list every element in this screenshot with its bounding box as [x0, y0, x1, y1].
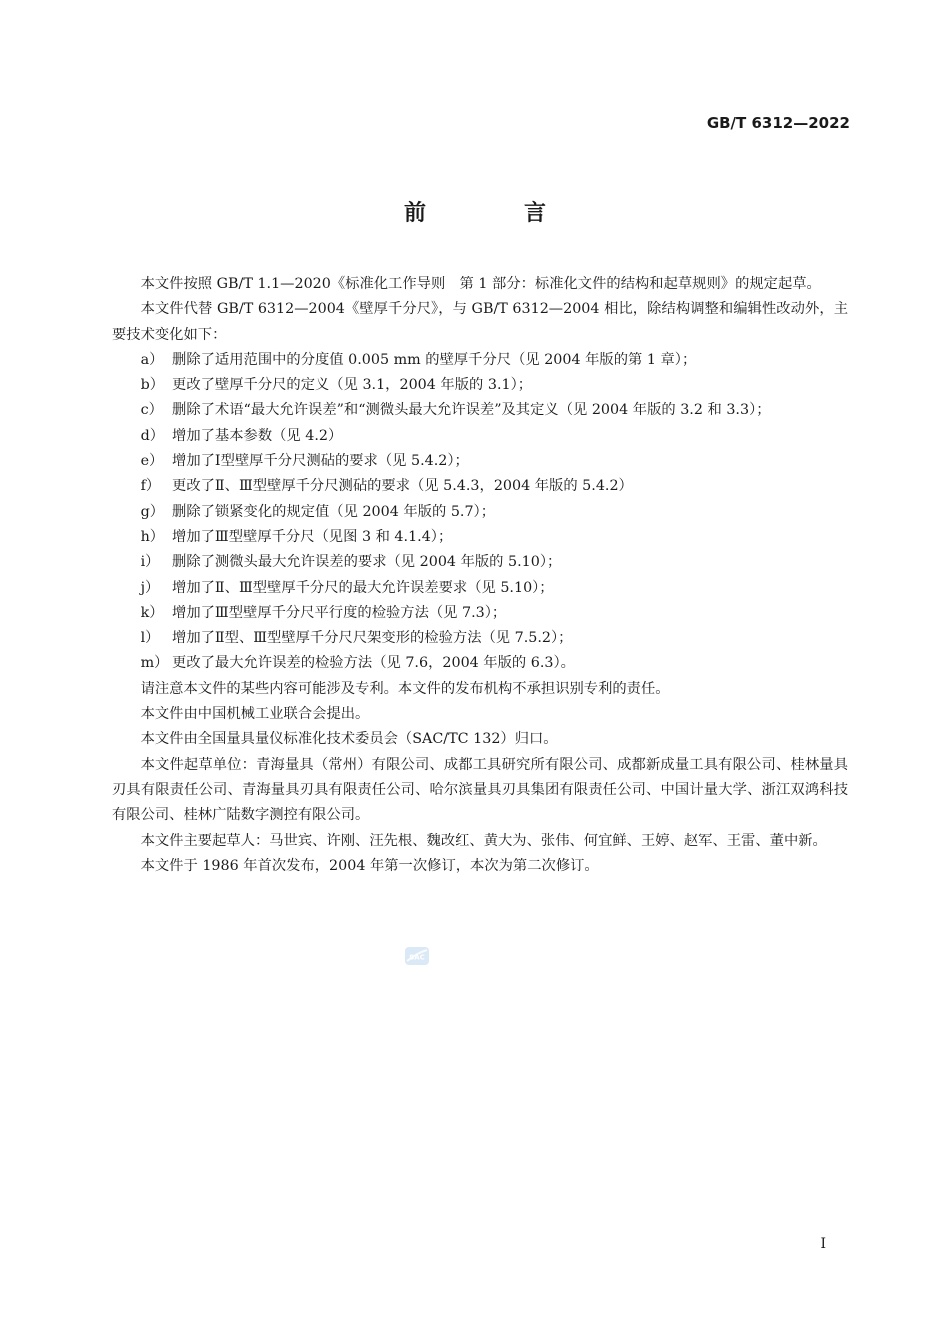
list-item-text: 删除了锁紧变化的规定值（见 2004 年版的 5.7）；	[172, 503, 495, 520]
svg-text:SAC: SAC	[409, 953, 425, 962]
list-item-text: 删除了术语“最大允许误差”和“测微头最大允许误差”及其定义（见 2004 年版的 3.2 和 3.3）；	[172, 402, 771, 419]
list-item	[112, 500, 848, 525]
list-item	[112, 626, 848, 651]
list-item	[112, 398, 848, 423]
paragraph: 本文件按照 GB/T 1.1—2020《标准化工作导则 第 1 部分：标准化文件的结构和起草规则》的规定起草。	[140, 276, 821, 292]
list-marker: j）	[140, 579, 160, 596]
list-item-text: 增加了Ⅲ型壁厚千分尺（见图 3 和 4.1.4）；	[172, 528, 453, 545]
list-item-text: 删除了适用范围中的分度值 0.005 mm 的壁厚千分尺（见 2004 年版的第 1 章）；	[172, 351, 697, 368]
list-item	[112, 449, 848, 474]
list-marker: l）	[140, 630, 160, 647]
list-item-text: 增加了Ⅰ型壁厚千分尺测砧的要求（见 5.4.2）；	[172, 453, 469, 470]
list-marker: c）	[140, 402, 163, 419]
list-item	[112, 348, 848, 373]
standard-number: GB/T 6312—2022	[706, 114, 850, 132]
list-item	[112, 576, 848, 601]
paragraph: 本文件由全国量具量仪标准化技术委员会（SAC/TC 132）归口。	[140, 731, 558, 748]
list-item	[112, 373, 848, 398]
paragraph: 本文件由中国机械工业联合会提出。	[140, 706, 370, 723]
list-marker: h）	[140, 528, 165, 545]
paragraph: 本文件于 1986 年首次发布，2004 年第一次修订，本次为第二次修订。	[140, 857, 599, 874]
list-item	[112, 474, 848, 499]
list-item-text: 删除了测微头最大允许误差的要求（见 2004 年版的 5.10）；	[172, 554, 562, 571]
list-item	[112, 550, 848, 575]
list-item-text: 更改了最大允许误差的检验方法（见 7.6，2004 年版的 6.3）。	[172, 655, 575, 672]
list-marker: i）	[140, 554, 160, 571]
list-marker: g）	[140, 503, 165, 520]
list-marker: b）	[140, 377, 165, 394]
list-item	[112, 601, 848, 626]
paragraph: 本文件起草单位：青海量具（常州）有限公司、成都工具研究所有限公司、成都新成量工具有限公司、桂林量具刃具有限责任公司、青海量具刃具有限责任公司、哈尔滨量具刃具集团有限责任公司、中国计量大学、浙江双鸿科技有限公司、桂林广陆数字测控有限公司。	[112, 756, 848, 824]
foreword-body	[112, 272, 848, 879]
list-marker: k）	[140, 604, 164, 621]
list-item-text: 增加了基本参数（见 4.2）	[172, 427, 343, 444]
list-item-text: 增加了Ⅲ型壁厚千分尺平行度的检验方法（见 7.3）；	[172, 604, 507, 621]
list-marker: e）	[140, 453, 164, 470]
list-item-text: 增加了Ⅱ、Ⅲ型壁厚千分尺的最大允许误差要求（见 5.10）；	[172, 579, 554, 596]
list-item	[112, 525, 848, 550]
page-title: 前 言	[403, 201, 584, 226]
paragraph: 本文件主要起草人：马世宾、许刚、汪先根、魏改红、黄大为、张伟、何宜鲜、王婷、赵军、王雷、董中新。	[140, 832, 827, 849]
list-item	[112, 424, 848, 449]
paragraph: 本文件代替 GB/T 6312—2004《壁厚千分尺》，与 GB/T 6312—2004 相比，除结构调整和编辑性改动外，主要技术变化如下：	[112, 301, 848, 343]
list-marker: d）	[140, 427, 165, 444]
list-marker: a）	[140, 351, 164, 368]
page-number: Ⅰ	[820, 1236, 826, 1252]
list-marker: f）	[140, 478, 161, 495]
list-item-text: 更改了Ⅱ、Ⅲ型壁厚千分尺测砧的要求（见 5.4.3，2004 年版的 5.4.2）	[172, 478, 633, 495]
paragraph: 请注意本文件的某些内容可能涉及专利。本文件的发布机构不承担识别专利的责任。	[140, 680, 670, 697]
list-item-text: 更改了壁厚千分尺的定义（见 3.1，2004 年版的 3.1）；	[172, 377, 533, 394]
list-marker: m）	[140, 655, 169, 672]
list-item	[112, 651, 848, 676]
sac-watermark-logo-icon	[404, 944, 430, 968]
list-item-text: 增加了Ⅱ型、Ⅲ型壁厚千分尺尺架变形的检验方法（见 7.5.2）；	[172, 630, 573, 647]
